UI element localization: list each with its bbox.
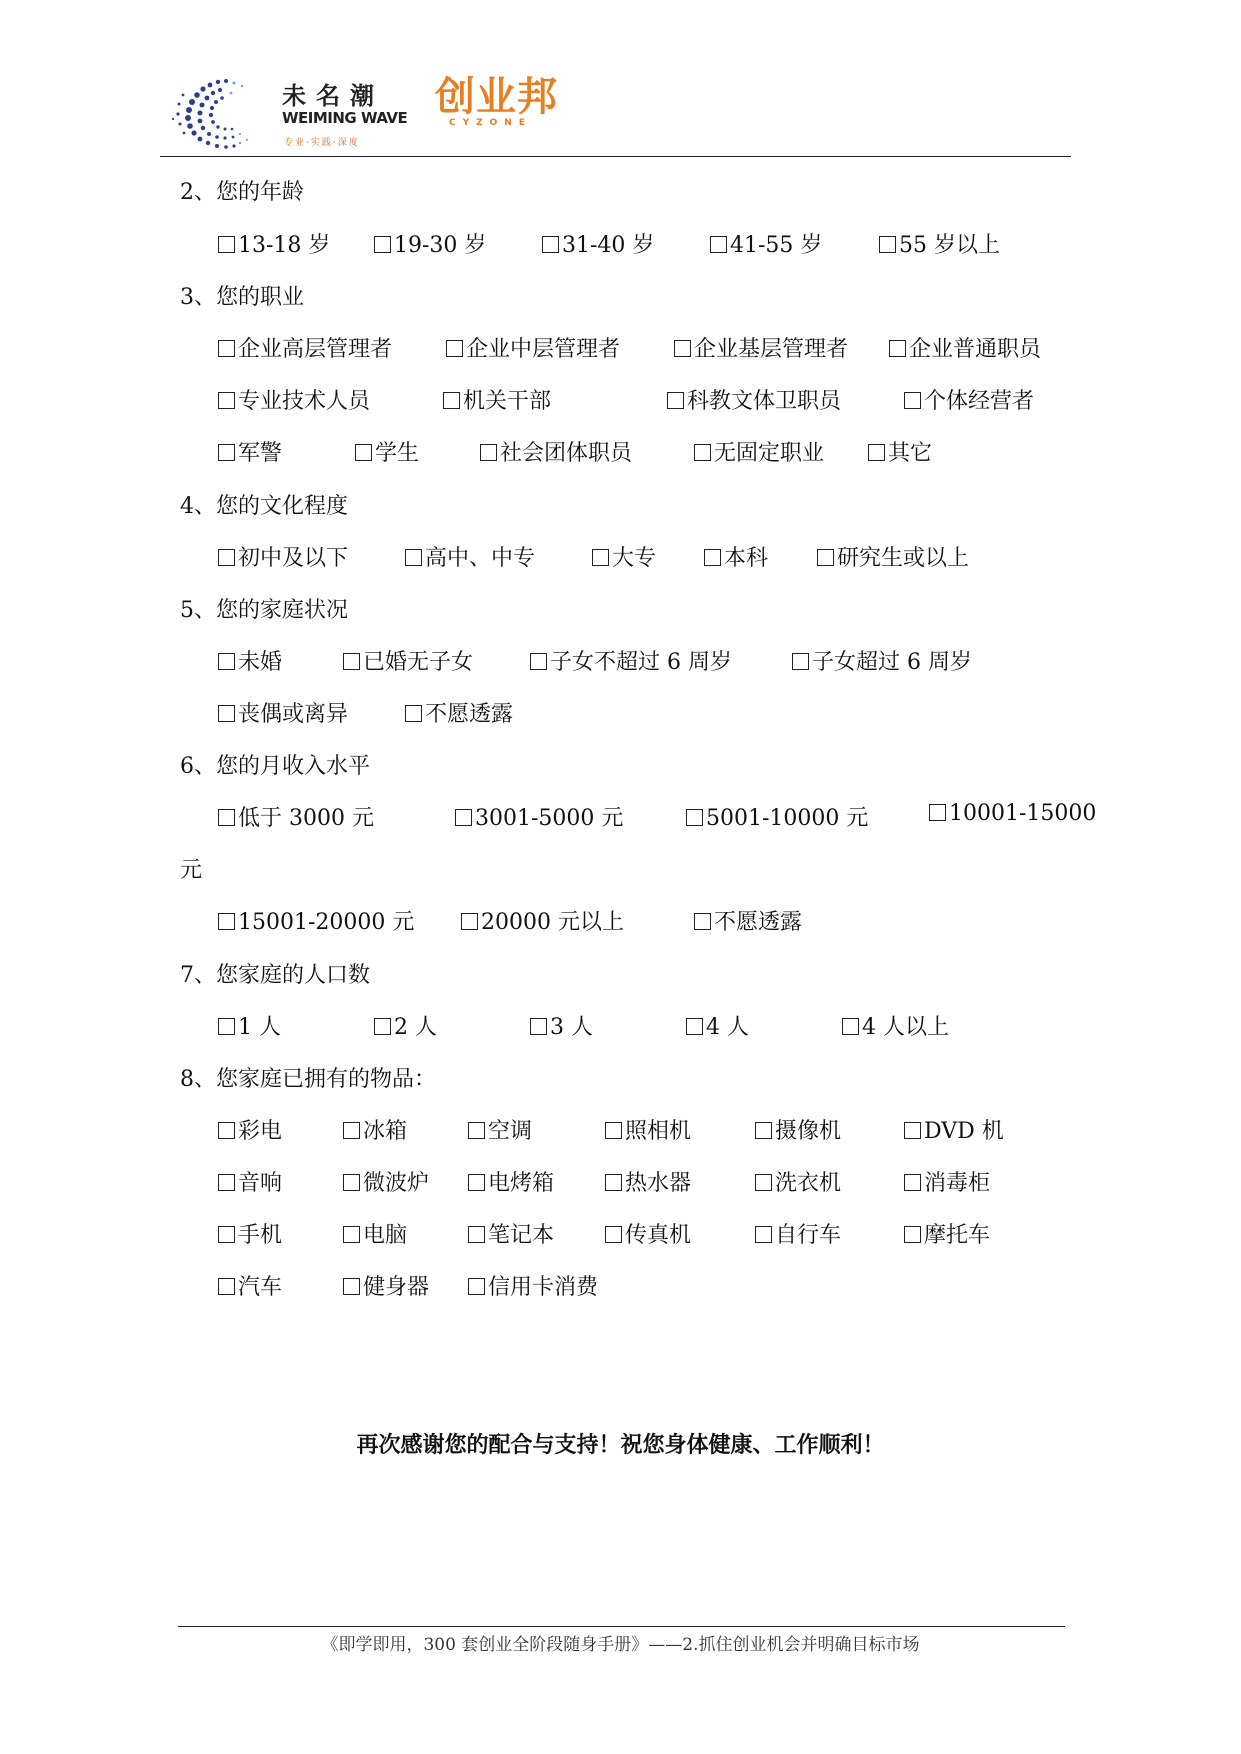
- checkbox-icon: [710, 236, 727, 253]
- checkbox-icon: [218, 549, 235, 566]
- option-checkbox[interactable]: 研究生或以上: [817, 541, 969, 572]
- checkbox-icon: [694, 913, 711, 930]
- checkbox-icon: [686, 1018, 703, 1035]
- checkbox-icon: [218, 653, 235, 670]
- question-family-status-title: 5、您的家庭状况: [180, 598, 348, 623]
- checkbox-icon: [904, 1226, 921, 1243]
- option-checkbox[interactable]: 洗衣机: [755, 1166, 841, 1197]
- checkbox-icon: [605, 1122, 622, 1139]
- option-checkbox[interactable]: 个体经营者: [904, 384, 1034, 415]
- checkbox-icon: [374, 1018, 391, 1035]
- checkbox-icon: [446, 340, 463, 357]
- checkbox-icon: [218, 1122, 235, 1139]
- checkbox-icon: [343, 1226, 360, 1243]
- checkbox-icon: [792, 653, 809, 670]
- option-checkbox[interactable]: 已婚无子女: [343, 645, 473, 676]
- checkbox-icon: [817, 549, 834, 566]
- checkbox-icon: [218, 236, 235, 253]
- option-checkbox[interactable]: 专业技术人员: [218, 384, 370, 415]
- checkbox-icon: [842, 1018, 859, 1035]
- checkbox-icon: [355, 444, 372, 461]
- option-checkbox[interactable]: 汽车: [218, 1270, 282, 1301]
- checkbox-icon: [218, 340, 235, 357]
- checkbox-icon: [694, 444, 711, 461]
- checkbox-icon: [218, 1174, 235, 1191]
- checkbox-icon: [443, 392, 460, 409]
- option-checkbox[interactable]: 空调: [468, 1114, 532, 1145]
- checkbox-icon: [218, 444, 235, 461]
- option-checkbox[interactable]: 彩电: [218, 1114, 282, 1145]
- option-checkbox[interactable]: 子女超过 6 周岁: [792, 645, 972, 676]
- option-checkbox[interactable]: 不愿透露: [694, 905, 802, 936]
- option-checkbox[interactable]: 电烤箱: [468, 1166, 554, 1197]
- checkbox-icon: [468, 1226, 485, 1243]
- closing-thanks: 再次感谢您的配合与支持！祝您身体健康、工作顺利！: [356, 1433, 885, 1458]
- option-checkbox[interactable]: 高中、中专: [405, 541, 535, 572]
- cyzone-logo-chinese: 创业邦: [435, 74, 558, 120]
- option-checkbox[interactable]: 3001-5000 元: [455, 801, 623, 832]
- checkbox-icon: [592, 549, 609, 566]
- option-checkbox[interactable]: 企业普通职员: [889, 332, 1041, 363]
- option-checkbox[interactable]: 科教文体卫职员: [667, 384, 841, 415]
- checkbox-icon: [218, 1278, 235, 1295]
- checkbox-icon: [929, 804, 946, 821]
- checkbox-icon: [343, 1278, 360, 1295]
- option-checkbox[interactable]: 本科: [704, 541, 768, 572]
- cyzone-logo: [435, 76, 558, 128]
- checkbox-icon: [686, 809, 703, 826]
- option-checkbox[interactable]: 10001-15000: [929, 801, 1096, 826]
- option-checkbox[interactable]: 摄像机: [755, 1114, 841, 1145]
- question-age-title: 2、您的年龄: [180, 180, 304, 205]
- option-checkbox[interactable]: 自行车: [755, 1218, 841, 1249]
- option-checkbox[interactable]: 13-18 岁: [218, 228, 330, 259]
- option-checkbox[interactable]: 冰箱: [343, 1114, 407, 1145]
- option-checkbox[interactable]: 企业中层管理者: [446, 332, 620, 363]
- checkbox-icon: [455, 809, 472, 826]
- question-household-size-title: 7、您家庭的人口数: [180, 963, 370, 988]
- option-checkbox[interactable]: 电脑: [343, 1218, 407, 1249]
- page-footer: 《即学即用，300 套创业全阶段随身手册》——2.抓住创业机会并明确目标市场: [321, 1635, 920, 1655]
- option-checkbox[interactable]: 15001-20000 元: [218, 905, 414, 936]
- checkbox-icon: [461, 913, 478, 930]
- option-checkbox[interactable]: 摩托车: [904, 1218, 990, 1249]
- option-checkbox[interactable]: 55 岁以上: [879, 228, 1000, 259]
- option-checkbox[interactable]: 20000 元以上: [461, 905, 624, 936]
- checkbox-icon: [755, 1226, 772, 1243]
- option-checkbox[interactable]: 其它: [868, 436, 932, 467]
- option-checkbox[interactable]: 企业高层管理者: [218, 332, 392, 363]
- option-checkbox[interactable]: 笔记本: [468, 1218, 554, 1249]
- option-checkbox[interactable]: 企业基层管理者: [674, 332, 848, 363]
- question-income-title: 6、您的月收入水平: [180, 754, 370, 779]
- checkbox-icon: [530, 653, 547, 670]
- option-checkbox[interactable]: 子女不超过 6 周岁: [530, 645, 732, 676]
- option-checkbox[interactable]: 41-55 岁: [710, 228, 822, 259]
- checkbox-icon: [374, 236, 391, 253]
- checkbox-icon: [605, 1174, 622, 1191]
- checkbox-icon: [674, 340, 691, 357]
- checkbox-icon: [904, 1174, 921, 1191]
- logo-tagline: 专业·实践·深度: [284, 138, 360, 148]
- checkbox-icon: [218, 1226, 235, 1243]
- option-checkbox[interactable]: 手机: [218, 1218, 282, 1249]
- option-checkbox[interactable]: 传真机: [605, 1218, 691, 1249]
- checkbox-icon: [889, 340, 906, 357]
- checkbox-icon: [542, 236, 559, 253]
- option-checkbox[interactable]: 消毒柜: [904, 1166, 990, 1197]
- header-divider: [160, 156, 1071, 157]
- checkbox-icon: [218, 1018, 235, 1035]
- checkbox-icon: [468, 1174, 485, 1191]
- option-checkbox[interactable]: 4 人以上: [842, 1010, 949, 1041]
- option-checkbox[interactable]: 丧偶或离异: [218, 697, 348, 728]
- option-checkbox[interactable]: 3 人: [530, 1010, 593, 1041]
- checkbox-icon: [218, 809, 235, 826]
- checkbox-icon: [704, 549, 721, 566]
- option-checkbox[interactable]: 军警: [218, 436, 282, 467]
- option-checkbox[interactable]: 音响: [218, 1166, 282, 1197]
- wave-logo-icon: [170, 74, 280, 152]
- checkbox-icon: [405, 705, 422, 722]
- question-occupation-title: 3、您的职业: [180, 285, 304, 310]
- option-checkbox[interactable]: 社会团体职员: [480, 436, 632, 467]
- question-household-items-title: 8、您家庭已拥有的物品：: [180, 1067, 436, 1092]
- checkbox-icon: [468, 1278, 485, 1295]
- checkbox-icon: [879, 236, 896, 253]
- option-checkbox[interactable]: 大专: [592, 541, 656, 572]
- option-checkbox[interactable]: 无固定职业: [694, 436, 824, 467]
- option-checkbox[interactable]: 1 人: [218, 1010, 281, 1041]
- checkbox-icon: [755, 1174, 772, 1191]
- checkbox-icon: [667, 392, 684, 409]
- checkbox-icon: [218, 392, 235, 409]
- checkbox-icon: [218, 705, 235, 722]
- option-checkbox[interactable]: 初中及以下: [218, 541, 348, 572]
- option-checkbox[interactable]: 19-30 岁: [374, 228, 486, 259]
- option-checkbox[interactable]: 微波炉: [343, 1166, 429, 1197]
- checkbox-icon: [405, 549, 422, 566]
- option-checkbox[interactable]: 31-40 岁: [542, 228, 654, 259]
- option-checkbox[interactable]: 学生: [355, 436, 419, 467]
- option-wrap-text: 元: [180, 858, 203, 883]
- option-checkbox[interactable]: 低于 3000 元: [218, 801, 374, 832]
- checkbox-icon: [343, 1174, 360, 1191]
- logo-english-name: WEIMING WAVE: [282, 109, 408, 127]
- checkbox-icon: [343, 1122, 360, 1139]
- checkbox-icon: [605, 1226, 622, 1243]
- option-checkbox[interactable]: 健身器: [343, 1270, 429, 1301]
- option-checkbox[interactable]: 不愿透露: [405, 697, 513, 728]
- cyzone-logo-english: CYZONE: [449, 118, 532, 128]
- checkbox-icon: [904, 1122, 921, 1139]
- option-checkbox[interactable]: 照相机: [605, 1114, 691, 1145]
- logo-chinese-name: 未名潮: [282, 82, 384, 110]
- checkbox-icon: [468, 1122, 485, 1139]
- checkbox-icon: [218, 913, 235, 930]
- footer-divider: [178, 1626, 1065, 1627]
- option-checkbox[interactable]: 未婚: [218, 645, 282, 676]
- option-checkbox[interactable]: 信用卡消费: [468, 1270, 598, 1301]
- checkbox-icon: [904, 392, 921, 409]
- question-education-title: 4、您的文化程度: [180, 494, 348, 519]
- option-checkbox[interactable]: 热水器: [605, 1166, 691, 1197]
- checkbox-icon: [343, 653, 360, 670]
- option-checkbox[interactable]: 机关干部: [443, 384, 551, 415]
- checkbox-icon: [868, 444, 885, 461]
- option-checkbox[interactable]: 4 人: [686, 1010, 749, 1041]
- option-checkbox[interactable]: 5001-10000 元: [686, 801, 868, 832]
- option-checkbox[interactable]: 2 人: [374, 1010, 437, 1041]
- checkbox-icon: [480, 444, 497, 461]
- checkbox-icon: [530, 1018, 547, 1035]
- page-header: [160, 66, 1060, 156]
- option-checkbox[interactable]: DVD 机: [904, 1114, 1004, 1145]
- checkbox-icon: [755, 1122, 772, 1139]
